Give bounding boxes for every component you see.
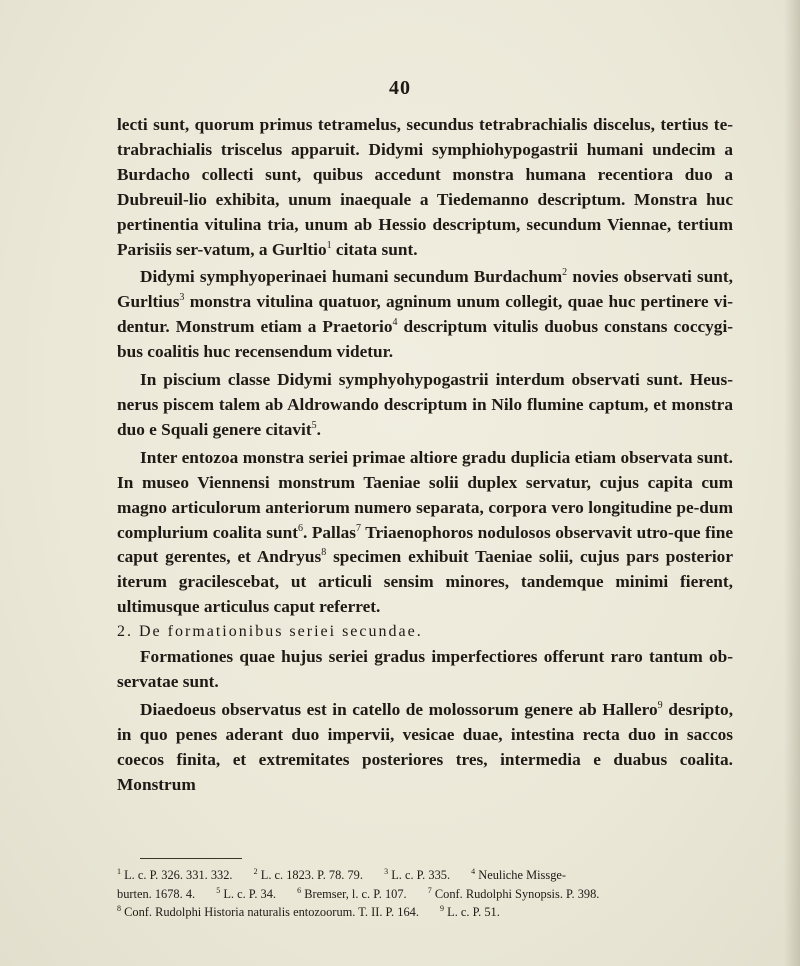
footnote-ref: 7 (356, 522, 362, 534)
footnote-2: L. c. 1823. P. 78. 79. (260, 868, 363, 882)
paragraph-3: In piscium classe Didymi symphyohypogastrii interdum observati sunt. Heus-nerus piscem talem ab Aldrowando descriptum in Nilo flumine captum, et monstra duo e Squali genere citavit$^5$. (117, 370, 733, 439)
footnote-7: Conf. Rudolphi Synopsis. P. 398. (434, 886, 600, 901)
page-edge-shadow (784, 0, 800, 966)
body-text (117, 113, 733, 797)
section-heading: 2. De formationibus seriei secundae. (117, 623, 423, 641)
footnote-ref: 3 (179, 292, 185, 304)
page-number: 40 (389, 77, 411, 99)
paragraph-2: Didymi symphyoperinaei humani secundum Burdachum$^2$ novies observati sunt, Gurltius$^3$ monstra vitulina quatuor, agninum unum collegit, quae huc pertinere vi-dentur. Monstrum etiam a Praetorio$^4$ descriptum vitulis duobus constans coccygi-bus coalitis huc recensendum videtur. (117, 267, 733, 362)
footnote-ref: 4 (392, 317, 398, 329)
footnote-8: Conf. Rudolphi Historia naturalis entozoorum. T. II. P. 164. (124, 905, 419, 919)
footnote-6: Bremser, l. c. P. 107. (304, 886, 407, 901)
paragraph-6: Diaedoeus observatus est in catello de molossorum genere ab Hallero$^9$ desripto, in quo penes aderant duo impervii, vesicae duae, intestina recta duo in saccos coecos finita, et extremitates posteriores tres, intermedia e duabus coalita. Monstrum (117, 699, 734, 794)
footnote-line: $^8$ Conf. Rudolphi Historia naturalis entozoorum. T. II. P. 164. $^9$ L. c. P. 51. (117, 903, 500, 919)
footnote-ref: 5 (311, 420, 317, 432)
footnote-ref: 9 (657, 700, 663, 712)
footnote-ref: 2 (562, 267, 568, 279)
footnote-3: L. c. P. 335. (391, 868, 451, 882)
footnote-line: $^1$ L. c. P. 326. 331. 332. $^2$ L. c. 1823. P. 78. 79. $^3$ L. c. P. 335. $^4$ Neuliche Missge- (117, 866, 567, 882)
footnote-ref: 6 (297, 522, 303, 534)
footnote-ref: 8 (321, 547, 327, 559)
footnote-ref: 1 (326, 239, 332, 251)
footnote-1: L. c. P. 326. 331. 332. (124, 868, 233, 882)
paragraph-1: lecti sunt, quorum primus tetramelus, secundus tetrabrachialis discelus, tertius te-trabrachialis triscelus apparuit. Didymi symphiohypogastrii humani undecim a Burdacho collecti sunt, quibus accedunt monstra humana recentiora duo a Dubreuil-lio exhibita, unum inaequale a Tiedemanno descriptum. Monstra huc pertinentia vitulina tria, unum ab Hessio descriptum, secundum Viennae, tertium Parisiis ser-vatum, a Gurltio$^1$ citata sunt. (117, 115, 733, 259)
footnote-4-continued: burten. 1678. 4. (117, 886, 196, 901)
footnote-5: L. c. P. 34. (223, 886, 277, 901)
footnote-line: burten. 1678. 4. $^5$ L. c. P. 34. $^6$ Bremser, l. c. P. 107. $^7$ Conf. Rudolphi Synopsis. P. 398. (117, 885, 600, 901)
footnote-4: Neuliche Missge- (478, 868, 567, 882)
paragraph-5: Formationes quae hujus seriei gradus imperfectiores offerunt raro tantum ob-servatae sunt. (117, 647, 733, 691)
footnote-divider (140, 858, 242, 859)
paragraph-4: Inter entozoa monstra seriei primae altiore gradu duplicia etiam observata sunt. In museo Viennensi monstrum Taeniae solii duplex servatur, cujus capita cum magno articulorum anteriorum numero separata, corpora vero longitudine pe-dum complurium coalita sunt$^6$. Pallas$^7$ Triaenophoros nodulosos observavit utro-que fine caput gerentes, et Andryus$^8$ specimen exhibuit Taeniae solii, cujus pars posterior iterum gracilescebat, ut articuli sensim minores, tandemque minimi fierent, ultimusque articulus caput referret. (117, 447, 733, 617)
footnotes (117, 866, 733, 922)
footnote-9: L. c. P. 51. (447, 905, 500, 919)
